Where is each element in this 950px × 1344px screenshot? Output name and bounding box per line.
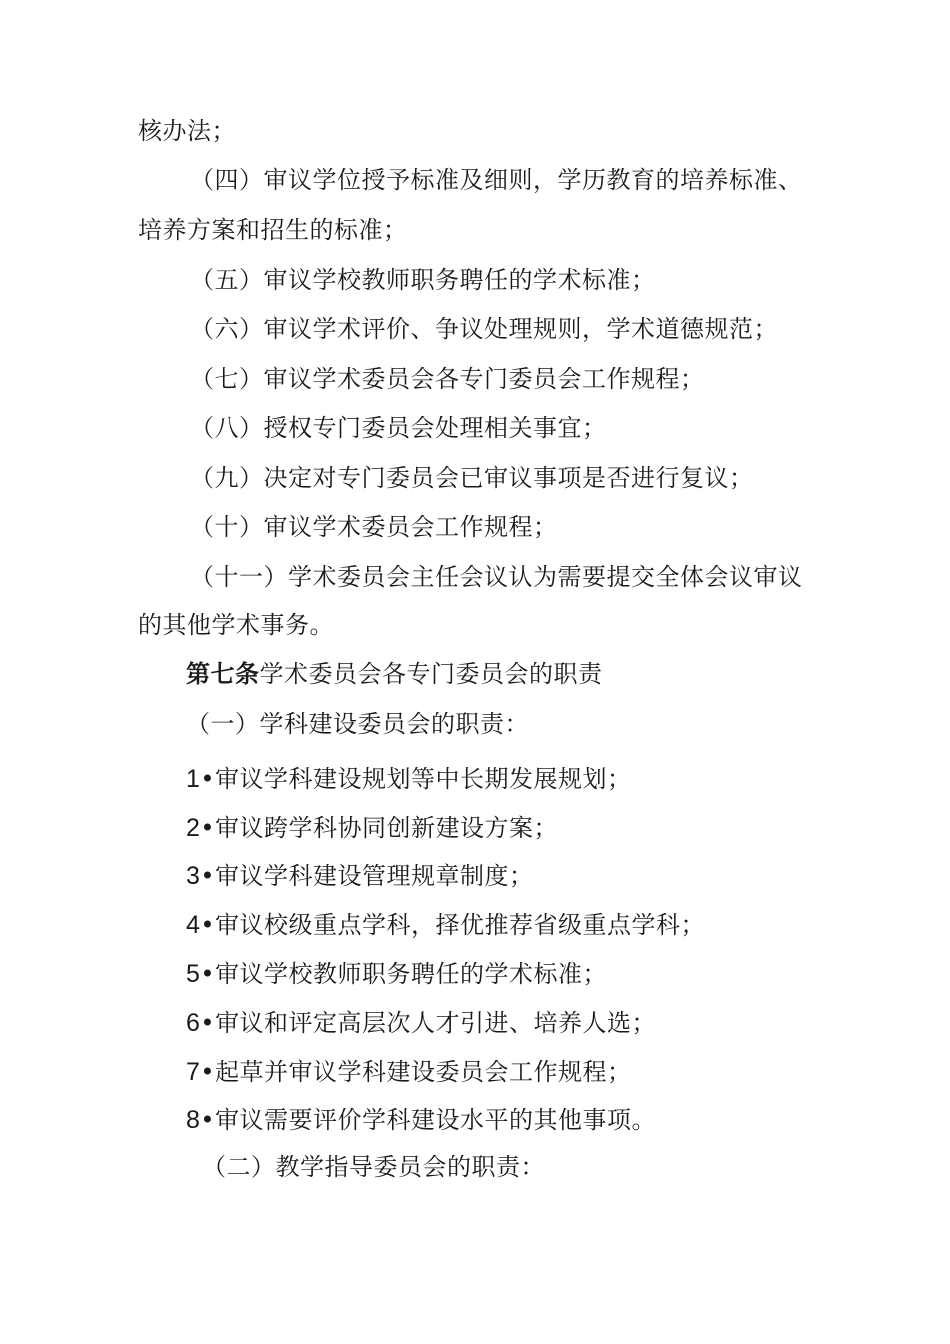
item-number: 1 [186,765,201,793]
text-line: 的其他学术事务。 [138,611,334,639]
item-number: 2 [186,814,201,842]
item-number: 7 [186,1058,201,1086]
list-item [186,1008,656,1038]
item-text: •审议学校教师职务聘任的学术标准； [200,960,608,988]
list-item [186,1105,656,1135]
item-number: 4 [186,911,201,939]
item-text: •审议学科建设规划等中长期发展规划； [200,765,632,793]
article-title: 学术委员会各专门委员会的职责 [259,660,603,688]
item-text: •审议校级重点学科，择优推荐省级重点学科； [200,911,706,939]
item-text: •审议和评定高层次人才引进、培养人选； [200,1009,657,1037]
item-text: •起草并审议学科建设委员会工作规程； [200,1058,632,1086]
subsection-heading: （一）学科建设委员会的职责： [186,710,529,738]
list-item [186,813,558,843]
text-line: （五）审议学校教师职务聘任的学术标准； [190,266,656,294]
text-line: （七）审议学术委员会各专门委员会工作规程； [190,365,705,393]
list-item [186,764,632,794]
text-line: 培养方案和招生的标准； [138,216,408,244]
item-text: •审议跨学科协同创新建设方案； [200,814,559,842]
text-line: （八）授权专门委员会处理相关事宜； [190,414,607,442]
item-number: 5 [186,960,201,988]
list-item [186,861,534,891]
item-number: 8 [186,1106,201,1134]
item-number: 6 [186,1009,201,1037]
text-line: （九）决定对专门委员会已审议事项是否进行复议； [190,464,754,492]
item-text: •审议学科建设管理规章制度； [200,862,534,890]
text-line: （六）审议学术评价、争议处理规则，学术道德规范； [190,315,778,343]
list-item [186,910,705,940]
text-line: 核办法； [138,117,236,145]
item-text: •审议需要评价学科建设水平的其他事项。 [200,1106,657,1134]
article-heading [186,659,603,689]
text-line: （十）审议学术委员会工作规程； [190,513,558,541]
article-label: 第七条 [186,659,260,688]
item-number: 3 [186,862,201,890]
text-line: （十一）学术委员会主任会议认为需要提交全体会议审议 [190,563,803,591]
text-line: （四）审议学位授予标准及细则，学历教育的培养标准、 [190,166,803,194]
list-item [186,959,607,989]
list-item [186,1057,632,1087]
subsection-heading: （二）教学指导委员会的职责： [202,1153,545,1181]
